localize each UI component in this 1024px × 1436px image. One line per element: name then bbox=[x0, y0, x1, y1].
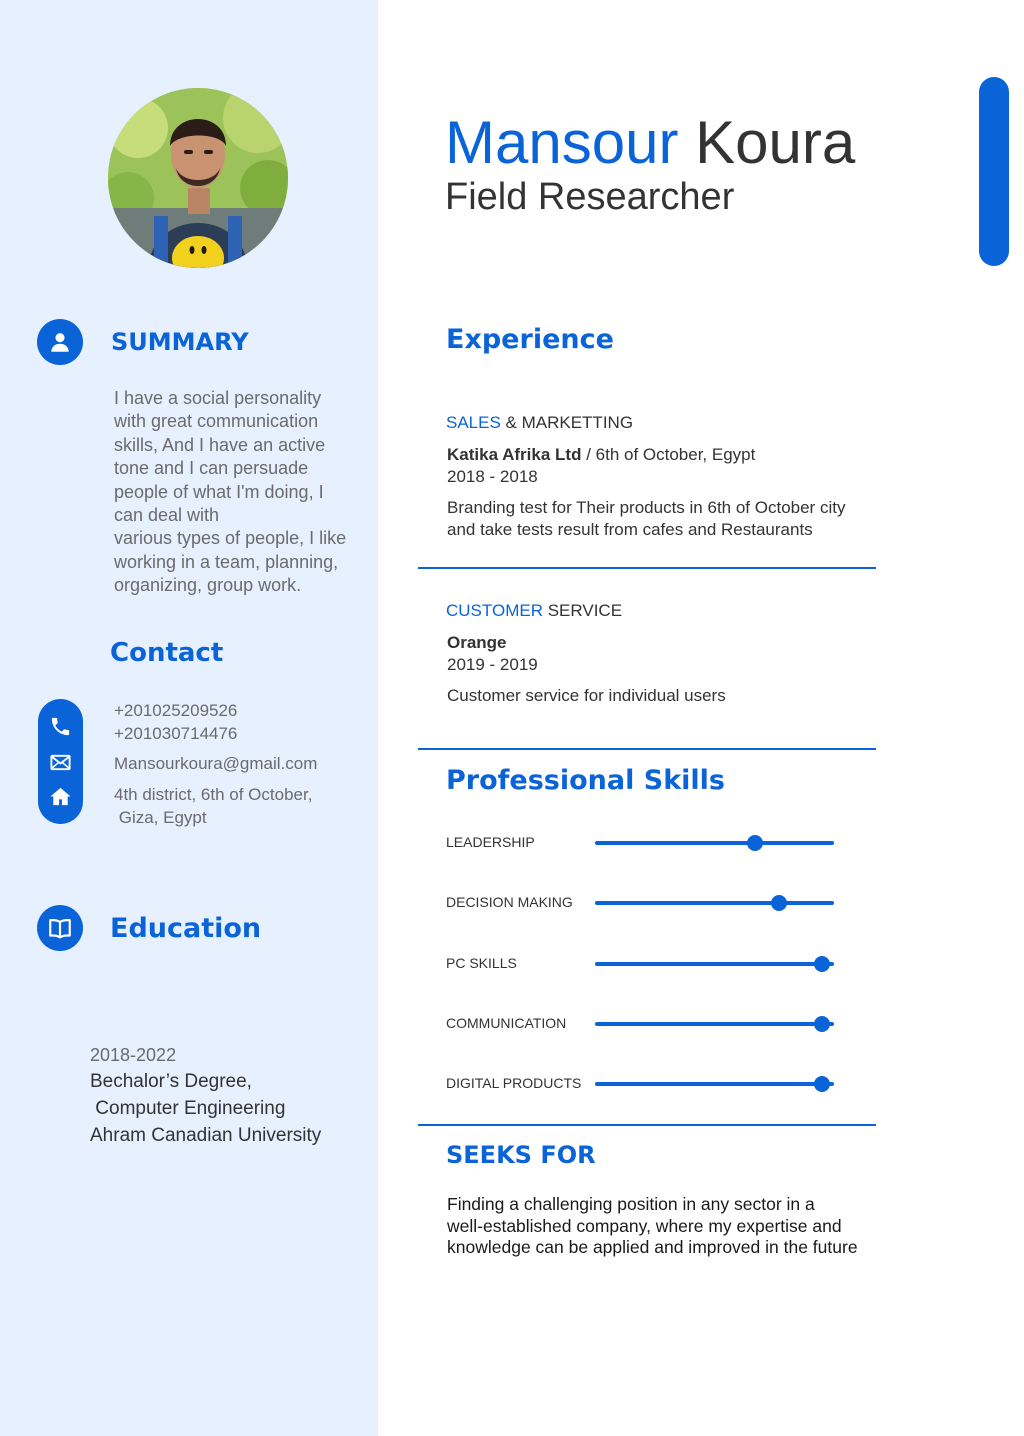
summary-line: with great communication bbox=[114, 411, 319, 432]
skill-slider-knob bbox=[814, 1016, 830, 1032]
skill-slider bbox=[595, 1082, 834, 1086]
section-divider bbox=[418, 1124, 876, 1126]
section-divider bbox=[418, 567, 876, 569]
description-line: and take tests result from cafes and Restaurants bbox=[447, 520, 813, 539]
candidate-name bbox=[445, 108, 855, 178]
education-field: Computer Engineering bbox=[90, 1098, 286, 1119]
seeks-text bbox=[447, 1194, 858, 1259]
summary-line: various types of people, I like bbox=[114, 528, 347, 549]
summary-line: people of what I'm doing, I bbox=[114, 481, 324, 502]
experience-dates-1: 2018 - 2018 bbox=[447, 467, 538, 486]
skill-slider-knob bbox=[771, 895, 787, 911]
experience-company-1 bbox=[447, 445, 755, 465]
skill-label: DIGITAL PRODUCTS bbox=[446, 1075, 582, 1091]
education-heading: Education bbox=[110, 913, 262, 944]
phone-number-1[interactable]: +201025209526 bbox=[114, 701, 238, 720]
skill-slider-knob bbox=[814, 956, 830, 972]
email-address[interactable]: Mansourkoura@gmail.com bbox=[114, 754, 318, 773]
company-name: Katika Afrika Ltd bbox=[447, 445, 582, 464]
job-title: Field Researcher bbox=[445, 176, 735, 218]
summary-line: organizing, group work. bbox=[114, 575, 302, 596]
mail-icon bbox=[49, 751, 72, 774]
seeks-line: well-established company, where my expertise and bbox=[447, 1215, 842, 1236]
accent-bar bbox=[979, 77, 1009, 266]
seeks-line: knowledge can be applied and improved in the future bbox=[447, 1237, 858, 1257]
skill-label: PC SKILLS bbox=[446, 955, 517, 971]
role-highlight: CUSTOMER bbox=[446, 601, 543, 620]
skill-slider bbox=[595, 841, 834, 845]
address-line-2: Giza, Egypt bbox=[114, 808, 207, 827]
skill-label: COMMUNICATION bbox=[446, 1015, 567, 1031]
education-university: Ahram Canadian University bbox=[90, 1125, 322, 1146]
last-name: Koura bbox=[695, 109, 856, 176]
education-years: 2018-2022 bbox=[90, 1045, 177, 1065]
skills-heading: Professional Skills bbox=[446, 765, 725, 796]
seeks-line: Finding a challenging position in any sector in a bbox=[447, 1194, 815, 1214]
experience-description-1 bbox=[447, 497, 877, 541]
experience-dates-2: 2019 - 2019 bbox=[447, 655, 538, 674]
company-name: Orange bbox=[447, 633, 507, 652]
profile-photo bbox=[108, 88, 288, 268]
description-line: Customer service for individual users bbox=[447, 686, 726, 705]
description-line: Branding test for Their products in 6th of October city bbox=[447, 498, 846, 517]
summary-text bbox=[114, 387, 364, 598]
experience-company-2 bbox=[447, 633, 507, 653]
contact-icon-bar bbox=[38, 699, 83, 824]
phone-icon bbox=[49, 715, 72, 738]
skill-slider bbox=[595, 901, 834, 905]
book-open-icon bbox=[37, 905, 83, 951]
contact-heading: Contact bbox=[110, 638, 224, 668]
summary-line: tone and I can persuade bbox=[114, 458, 309, 479]
experience-role-1 bbox=[446, 413, 633, 433]
role-rest: SERVICE bbox=[542, 601, 623, 620]
summary-line: working in a team, planning, bbox=[114, 551, 339, 572]
user-icon bbox=[37, 319, 83, 365]
experience-heading: Experience bbox=[446, 324, 614, 355]
skill-slider bbox=[595, 1022, 834, 1026]
role-rest: & MARKETTING bbox=[500, 413, 634, 432]
address-line-1: 4th district, 6th of October, bbox=[114, 785, 313, 804]
summary-line: skills, And I have an active bbox=[114, 434, 326, 455]
seeks-heading: SEEKS FOR bbox=[446, 1141, 596, 1169]
skill-label: DECISION MAKING bbox=[446, 894, 573, 910]
home-icon bbox=[49, 785, 72, 808]
skill-slider-knob bbox=[814, 1076, 830, 1092]
skill-label: LEADERSHIP bbox=[446, 834, 535, 850]
section-divider bbox=[418, 748, 876, 750]
summary-heading: SUMMARY bbox=[111, 328, 249, 356]
summary-line: I have a social personality bbox=[114, 388, 322, 408]
skill-slider-knob bbox=[747, 835, 763, 851]
profile-photo-image bbox=[108, 88, 288, 268]
summary-line: can deal with bbox=[114, 505, 220, 526]
role-highlight: SALES bbox=[446, 413, 501, 432]
education-degree: Bechalor’s Degree, bbox=[90, 1071, 252, 1092]
company-location: / 6th of October, Egypt bbox=[581, 445, 756, 464]
first-name: Mansour bbox=[445, 109, 679, 176]
experience-description-2 bbox=[447, 685, 877, 707]
experience-role-2 bbox=[446, 601, 622, 621]
skill-slider bbox=[595, 962, 834, 966]
phone-number-2[interactable]: +201030714476 bbox=[114, 724, 238, 743]
